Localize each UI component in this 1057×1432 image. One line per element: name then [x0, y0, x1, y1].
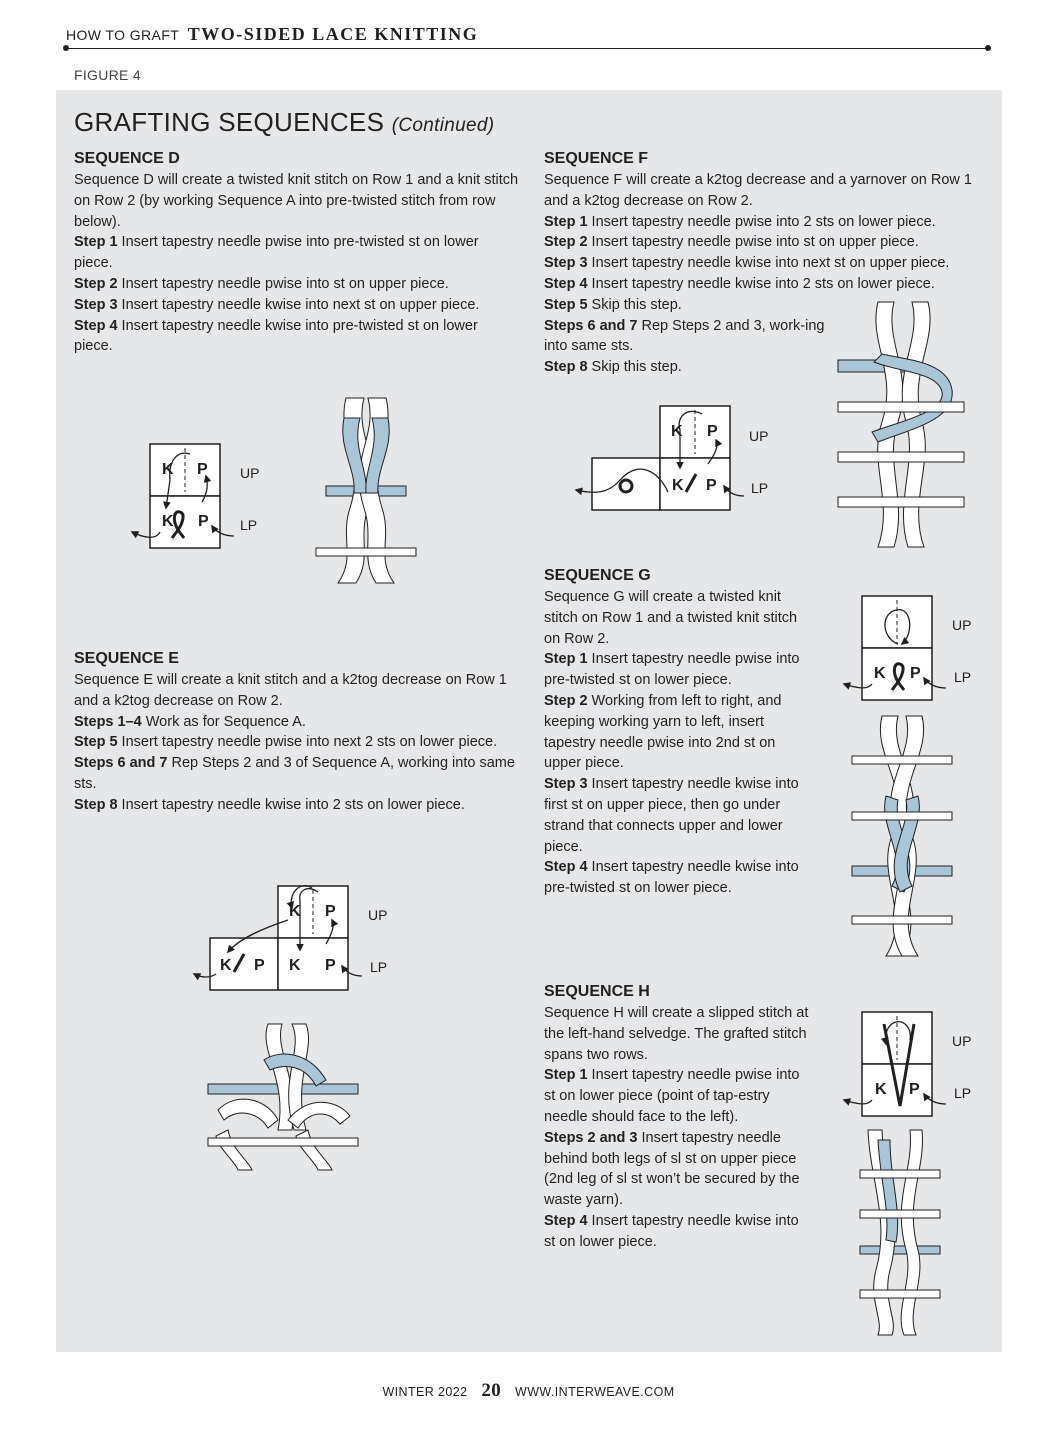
step-label: Step 2: [544, 234, 588, 251]
step-text: Insert tapestry needle pwise into pre-twisted st on lower piece.: [74, 234, 479, 272]
header-title: TWO-SIDED LACE KNITTING: [187, 24, 479, 44]
chart-k: K: [289, 903, 301, 920]
step: [544, 1211, 809, 1253]
sequence-d-chart: [120, 440, 280, 560]
step-label: Step 4: [74, 317, 118, 334]
step: [544, 232, 984, 253]
label-lp: LP: [370, 959, 388, 975]
step-label: Steps 6 and 7: [74, 755, 168, 772]
rule-dot-right: [985, 45, 991, 51]
step: [544, 253, 984, 274]
step-label: Step 1: [544, 213, 588, 230]
step-label: Step 2: [74, 275, 118, 292]
step-label: Step 3: [544, 776, 588, 793]
chart-k: K: [874, 665, 886, 682]
chart-k: K: [220, 957, 232, 974]
sequence-h-illustration: [860, 1130, 940, 1335]
step-text: Skip this step.: [591, 359, 682, 376]
chart-k: K: [875, 1081, 887, 1098]
chart-p: P: [909, 1081, 920, 1098]
step-text: Insert tapestry needle kwise into 2 sts on lower piece.: [591, 275, 935, 292]
sequence-e-title: SEQUENCE E: [74, 650, 179, 667]
step-label: Step 4: [544, 859, 588, 876]
chart-k: K: [162, 513, 174, 530]
step-text: Insert tapestry needle kwise into first st on upper piece, then go under strand that connects upper and lower piece.: [544, 776, 799, 855]
footer-issue: WINTER 2022: [382, 1385, 468, 1399]
step: [74, 753, 519, 795]
sequence-g-illustration: [852, 716, 952, 956]
sequence-e-intro: Sequence E will create a knit stitch and a k2tog decrease on Row 1 and a k2tog decrease on Row 2.: [74, 672, 507, 709]
step: [544, 1065, 809, 1127]
label-up: UP: [952, 617, 972, 633]
panel-title-main: GRAFTING SEQUENCES: [74, 107, 385, 137]
step-label: Step 1: [544, 651, 588, 668]
sequence-d-title: SEQUENCE D: [74, 150, 180, 167]
step-label: Steps 2 and 3: [544, 1129, 638, 1146]
step-text: Insert tapestry needle kwise into next st on upper piece.: [591, 255, 950, 272]
step-text: Insert tapestry needle kwise into pre-twisted st on lower piece.: [544, 859, 799, 897]
chart-k: K: [672, 477, 684, 494]
step: [74, 274, 519, 295]
step-label: Step 3: [74, 296, 118, 313]
step-text: Working from left to right, and keeping working yarn to left, insert tapestry needle pwise into 2nd st on upper piece.: [544, 692, 782, 772]
step-text: Insert tapestry needle pwise into pre-twisted st on lower piece.: [544, 651, 800, 689]
step-text: Insert tapestry needle kwise into pre-twisted st on lower piece.: [74, 317, 478, 355]
header-prefix: HOW TO GRAFT: [66, 27, 180, 43]
sequence-f-title: SEQUENCE F: [544, 150, 649, 167]
sequence-h: [544, 981, 809, 1253]
chart-p: P: [707, 423, 718, 440]
chart-p: P: [325, 957, 336, 974]
step-text: Insert tapestry needle kwise into next st on upper piece.: [121, 296, 480, 313]
label-lp: LP: [954, 1085, 972, 1101]
chart-p: P: [254, 957, 265, 974]
label-lp: LP: [240, 517, 258, 533]
panel-title: [74, 107, 494, 138]
label-up: UP: [749, 428, 769, 444]
step-label: Step 1: [74, 234, 118, 251]
step-label: Step 5: [544, 296, 588, 313]
figure-label: FIGURE 4: [74, 67, 141, 83]
sequence-h-intro: Sequence H will create a slipped stitch at the left-hand selvedge. The grafted stitch spans two rows.: [544, 1005, 809, 1063]
running-header: [66, 24, 478, 45]
step: [544, 1128, 809, 1211]
step-label: Step 4: [544, 275, 588, 292]
step-text: Work as for Sequence A.: [145, 713, 306, 730]
sequence-f-chart: [568, 400, 788, 515]
step-label: Steps 6 and 7: [544, 317, 638, 334]
step-text: Insert tapestry needle pwise into st on upper piece.: [591, 234, 919, 251]
step: [74, 732, 519, 753]
chart-p: P: [325, 903, 336, 920]
label-lp: LP: [751, 480, 769, 496]
step-label: Steps 1–4: [74, 713, 142, 730]
step: [544, 274, 984, 295]
sequence-f-intro: Sequence F will create a k2tog decrease and a yarnover on Row 1 and a k2tog decrease on Row 2.: [544, 172, 972, 209]
label-lp: LP: [954, 669, 972, 685]
step-text: Insert tapestry needle behind both legs of sl st on upper piece (2nd leg of sl st won’t be secured by the waste yarn).: [544, 1129, 800, 1209]
step-label: Step 3: [544, 255, 588, 272]
sequence-e-chart: [188, 880, 408, 995]
sequence-f-illustration: [838, 302, 964, 547]
step: [544, 774, 809, 857]
step-text: Rep Steps 2 and 3, work-ing into same sts.: [544, 317, 825, 355]
step-text: Insert tapestry needle kwise into st on lower piece.: [544, 1212, 799, 1250]
step-text: Insert tapestry needle pwise into 2 sts on lower piece.: [591, 213, 936, 230]
sequence-e-illustration: [208, 1020, 358, 1170]
chart-p: P: [197, 461, 208, 478]
step: [544, 316, 829, 358]
page-footer: [0, 1380, 1057, 1402]
step-text: Insert tapestry needle pwise into next 2 sts on lower piece.: [121, 734, 498, 751]
step-label: Step 4: [544, 1212, 588, 1229]
step: [74, 316, 519, 358]
sequence-h-chart: [842, 1010, 982, 1120]
sequence-d: [74, 148, 519, 357]
page-number: 20: [481, 1380, 502, 1401]
step-text: Insert tapestry needle pwise into st on upper piece.: [121, 275, 449, 292]
step: [74, 795, 519, 816]
chart-k: K: [671, 423, 683, 440]
label-up: UP: [368, 907, 388, 923]
step-label: Step 8: [74, 796, 118, 813]
label-up: UP: [952, 1033, 972, 1049]
footer-site: WWW.INTERWEAVE.COM: [515, 1385, 675, 1399]
step-text: Insert tapestry needle pwise into st on lower piece (point of tap-estry needle should face to the left).: [544, 1067, 800, 1125]
step: [544, 691, 809, 774]
chart-p: P: [198, 513, 209, 530]
sequence-d-intro: Sequence D will create a twisted knit stitch on Row 1 and a knit stitch on Row 2 (by working Sequence A into pre-twisted stitch from row below).: [74, 172, 519, 230]
step-label: Step 8: [544, 359, 588, 376]
header-rule: [66, 48, 988, 49]
rule-dot-left: [63, 45, 69, 51]
step: [544, 649, 809, 691]
sequence-g-title: SEQUENCE G: [544, 567, 651, 584]
step-text: Insert tapestry needle kwise into 2 sts on lower piece.: [121, 796, 465, 813]
step: [74, 295, 519, 316]
sequence-d-illustration: [316, 398, 416, 583]
panel-title-sub: (Continued): [391, 115, 495, 136]
step-text: Rep Steps 2 and 3 of Sequence A, working into same sts.: [74, 755, 515, 792]
chart-p: P: [706, 477, 717, 494]
step-label: Step 1: [544, 1067, 588, 1084]
step-text: Skip this step.: [591, 296, 682, 313]
sequence-h-title: SEQUENCE H: [544, 983, 650, 1000]
step-label: Step 5: [74, 734, 118, 751]
step: [74, 712, 519, 733]
chart-p: P: [910, 665, 921, 682]
chart-k: K: [162, 461, 174, 478]
step: [74, 232, 519, 274]
step: [544, 857, 809, 899]
step: [544, 212, 984, 233]
sequence-e: [74, 648, 519, 816]
step-label: Step 2: [544, 692, 588, 709]
sequence-g-chart: [842, 594, 982, 704]
sequence-g: [544, 565, 809, 899]
label-up: UP: [240, 465, 260, 481]
sequence-g-intro: Sequence G will create a twisted knit stitch on Row 1 and a twisted knit stitch on Row 2.: [544, 589, 798, 647]
chart-k: K: [289, 957, 301, 974]
